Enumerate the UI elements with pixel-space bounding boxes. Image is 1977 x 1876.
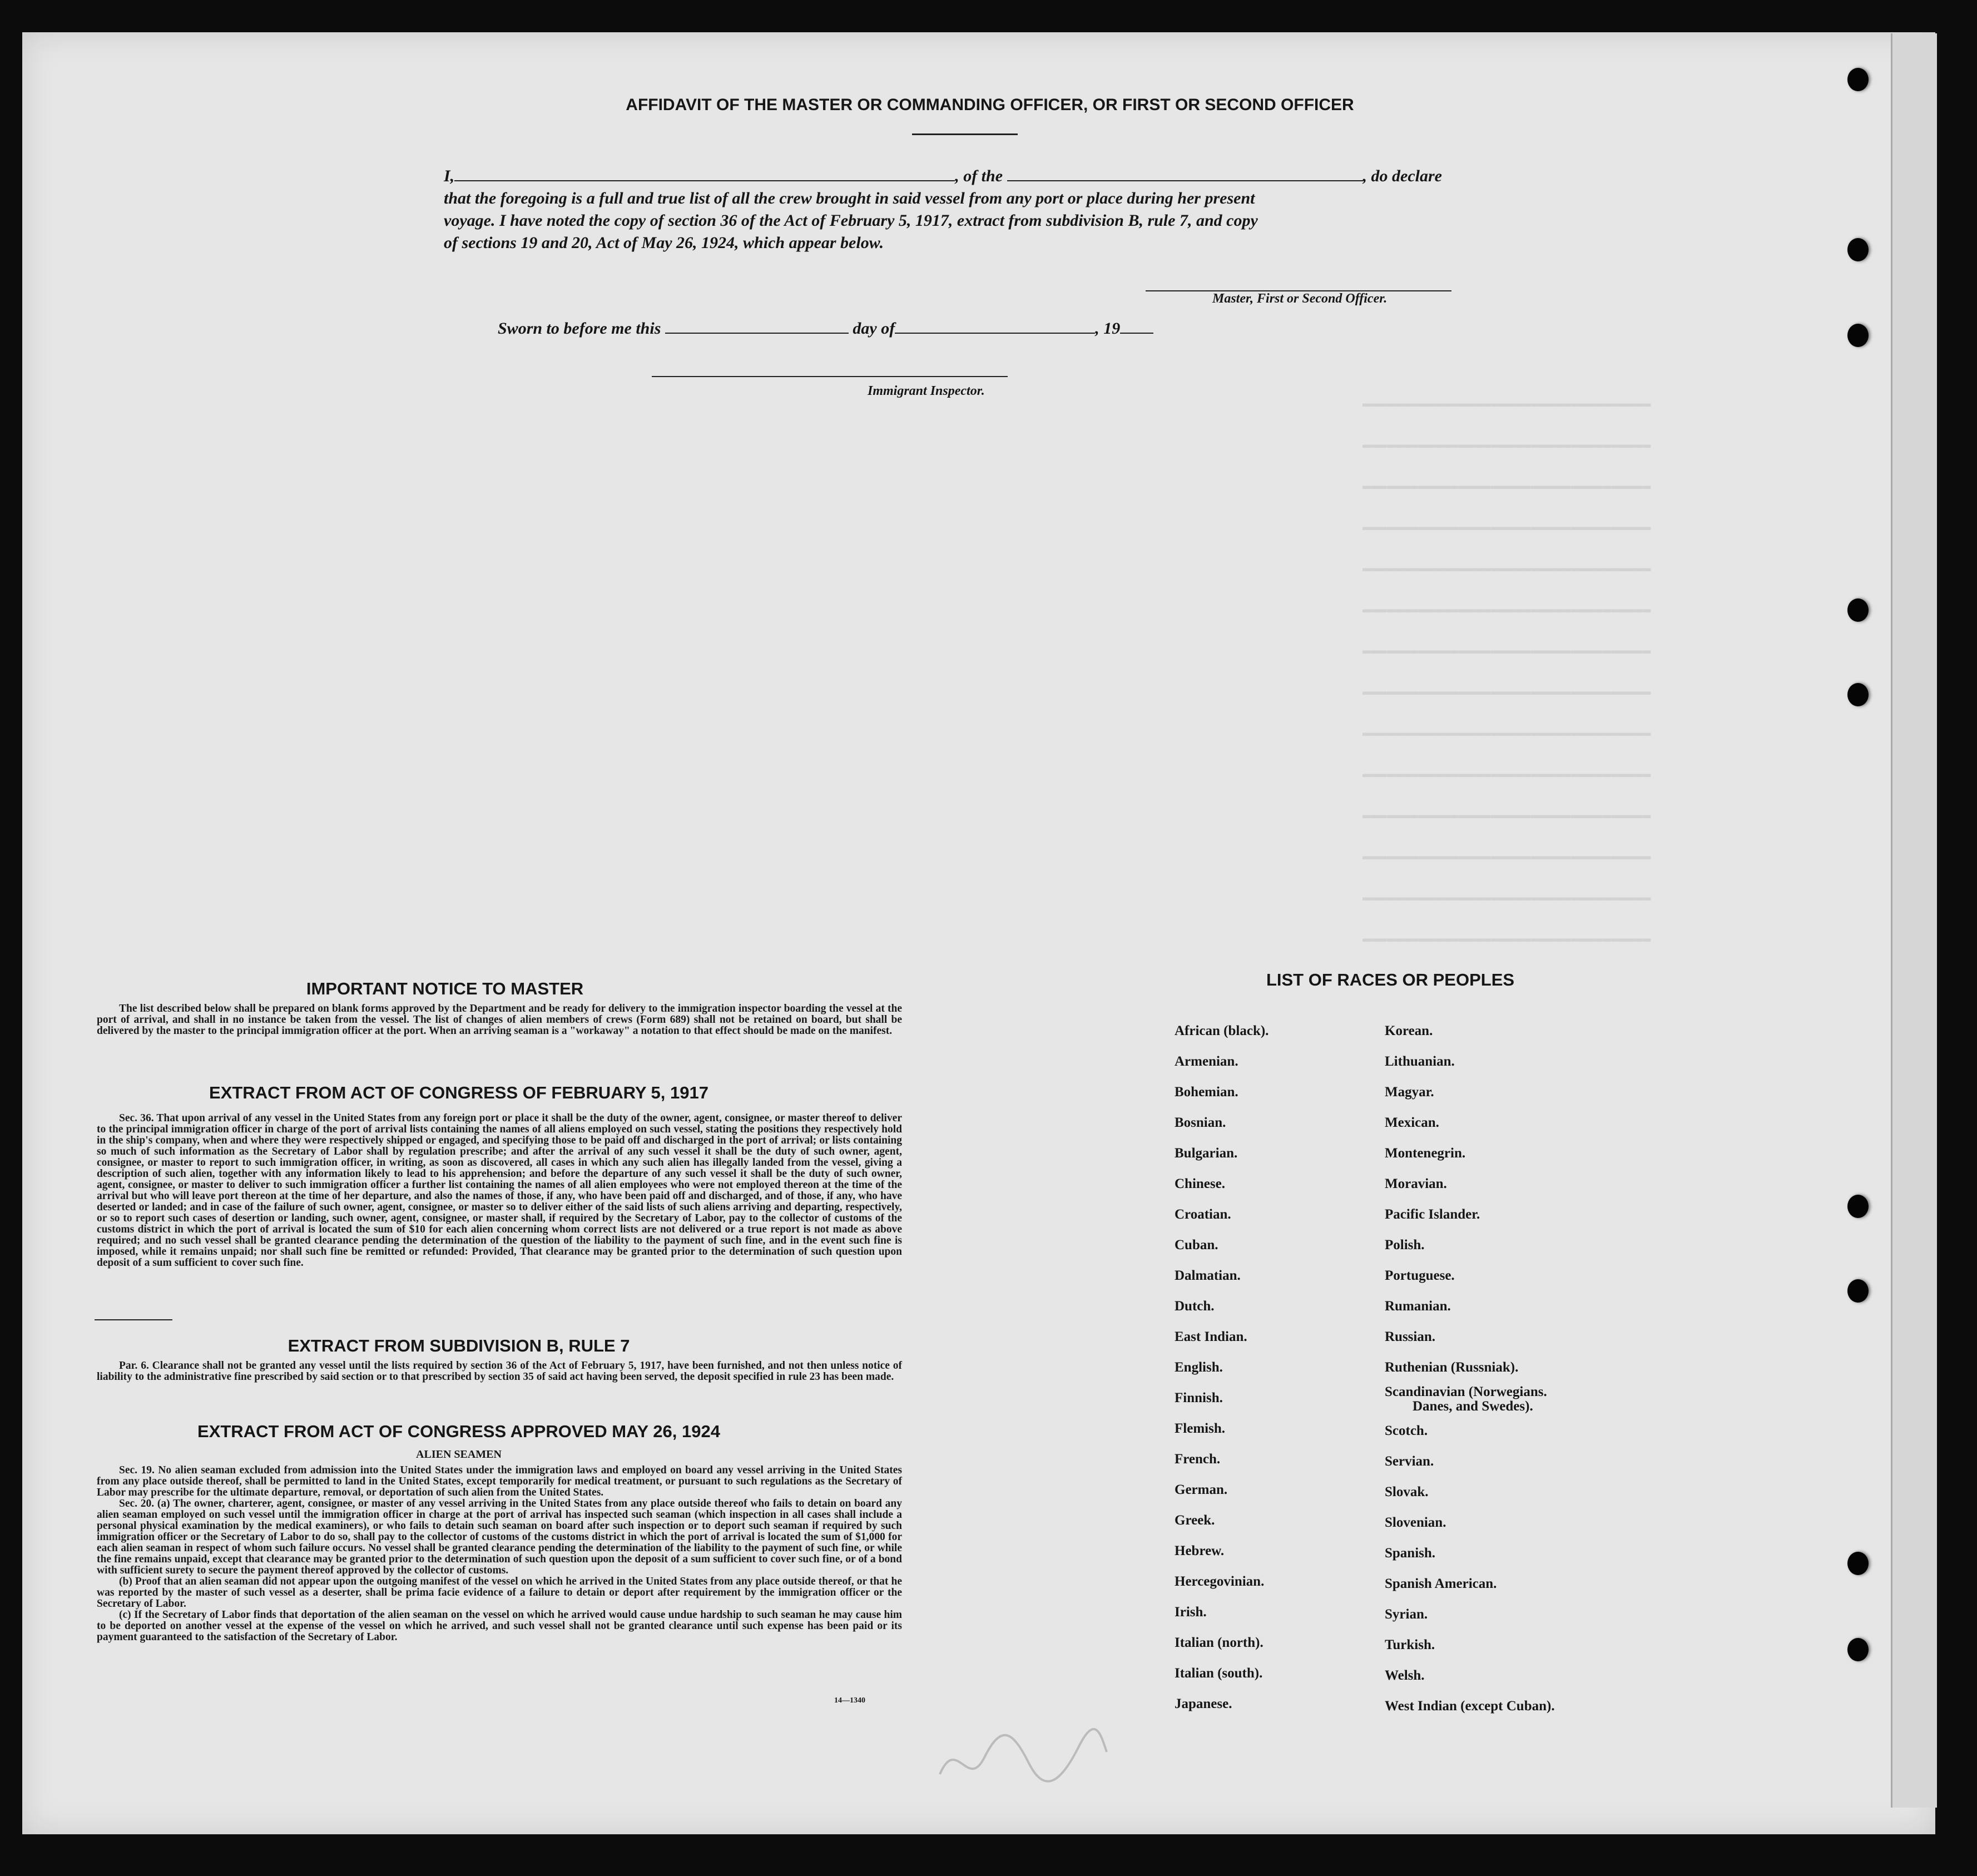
extract-1924-title: EXTRACT FROM ACT OF CONGRESS APPROVED MAY 26, 1924	[197, 1422, 720, 1441]
sec-36-text: Sec. 36. That upon arrival of any vessel in the United States from any foreign port or place it shall be the duty of the owner, agent, consignee, or master thereof to deliver to the principal immigration officer in charge of the port of arrival lists containing the names of all aliens employed on such vessel, stating the positions they respectively hold in the ship's company, when and where they were respectively shipped or engaged, and specifying those to be paid off and discharged in the port of arrival; or lists containing so much of such information as the Secretary of Labor shall by regulation prescribe; and after the arrival of any such vessel it shall be the duty of such owner, agent, consignee, or master to report to such immigration officer, in writing, as soon as discovered, all cases in which any such alien has illegally landed from the vessel, giving a description of such alien, together with any information likely to lead to his apprehension; and before the departure of any such vessel it shall be the duty of such owner, agent, consignee, or master to deliver to such immigration officer a further list containing the names of all alien employees who were not employed thereon at the time of the arrival but who will leave port thereon at the time of her departure, and also the names of those, if any, who have been paid off and discharged, and of those, if any, who have deserted or landed; and in case of the failure of such owner, agent, consignee, or master so to deliver either of the said lists of such aliens arriving and departing, respectively, or so to report such cases of desertion or landing, such owner, agent, consignee, or master shall, if required by the Secretary of Labor, pay to the collector of customs of the customs district in which the port of arrival is located the sum of $10 for each alien concerning whom correct lists are not delivered or a true report is not made as above required; and no such vessel shall be granted clearance pending the determination of the question of the liability to the payment of such fine, and in the event such fine is imposed, while it remains unpaid; nor shall such fine be remitted or refunded: Provided, That clearance may be granted prior to the determination of such question upon deposit of a sum sufficient to cover such fine.	[97, 1112, 902, 1269]
race-item: Korean.	[1385, 1023, 1433, 1038]
sec-20b-text: (b) Proof that an alien seaman did not appear upon the outgoing manifest of the vessel on which he arrived in the United States from any place outside thereof, or that he was reported by the master of such vessel as a deserter, shall be prima facie evidence of a failure to detain or deport after requirement by the immigration officer or the Secretary of Labor.	[97, 1576, 902, 1610]
extract-1924-body	[97, 1465, 902, 1643]
faint-signature-icon	[934, 1713, 1112, 1796]
race-item: Bohemian.	[1175, 1085, 1238, 1100]
rule-7-title: EXTRACT FROM SUBDIVISION B, RULE 7	[288, 1336, 630, 1355]
binder-hole-icon	[1847, 68, 1869, 91]
race-item: Slovenian.	[1385, 1515, 1446, 1530]
page-edge-strip	[1891, 33, 1937, 1808]
sworn-day-field[interactable]	[665, 333, 849, 334]
race-item: Croatian.	[1175, 1207, 1231, 1222]
race-item: Moravian.	[1385, 1176, 1447, 1191]
race-item: Magyar.	[1385, 1085, 1434, 1100]
race-item: German.	[1175, 1482, 1228, 1497]
master-signature-label: Master, First or Second Officer.	[1212, 291, 1388, 306]
binder-hole-icon	[1847, 1638, 1869, 1661]
race-item: Chinese.	[1175, 1176, 1225, 1191]
race-item: Spanish American.	[1385, 1576, 1497, 1591]
race-item: Russian.	[1385, 1329, 1436, 1344]
notice-text: The list described below shall be prepared on blank forms approved by the Department and be ready for delivery to the immigration inspector boarding the vessel at the port of arrival, and shall in no instance be taken from the vessel. The list of changes of alien members of crews (Form 689) shall not be retained on board, but shall be delivered by the master to the principal immigration officer at the port. When an arriving seaman is a "workaway" a notation to that effect should be made on the manifest.	[97, 1003, 902, 1037]
binder-hole-icon	[1847, 683, 1869, 706]
race-item: Servian.	[1385, 1454, 1434, 1469]
bleed-through-rows: ▬▬▬▬▬▬▬▬▬▬▬▬▬▬▬▬▬▬▬▬▬▬▬▬▬▬▬▬▬▬▬▬▬▬▬▬ ▬▬▬▬▬▬▬▬▬▬▬▬▬▬▬▬▬▬▬▬▬▬▬▬▬▬▬▬▬▬▬▬▬▬▬▬ ▬▬▬▬▬▬▬▬▬▬▬▬▬▬▬▬▬▬▬▬▬▬▬▬▬▬▬▬▬▬▬▬▬▬▬▬ ▬▬▬▬▬▬▬▬▬▬▬▬▬▬▬▬▬▬▬▬▬▬▬▬▬▬▬▬▬▬▬▬▬▬▬▬ ▬▬▬▬▬▬▬▬▬▬▬▬▬▬▬▬▬▬▬▬▬▬▬▬▬▬▬▬▬▬▬▬▬▬▬▬ ▬▬▬▬▬▬▬▬▬▬▬▬▬▬▬▬▬▬▬▬▬▬▬▬▬▬▬▬▬▬▬▬▬▬▬▬ ▬▬▬▬▬▬▬▬▬▬▬▬▬▬▬▬▬▬▬▬▬▬▬▬▬▬▬▬▬▬▬▬▬▬▬▬ ▬▬▬▬▬▬▬▬▬▬▬▬▬▬▬▬▬▬▬▬▬▬▬▬▬▬▬▬▬▬▬▬▬▬▬▬ ▬▬▬▬▬▬▬▬▬▬▬▬▬▬▬▬▬▬▬▬▬▬▬▬▬▬▬▬▬▬▬▬▬▬▬▬ ▬▬▬▬▬▬▬▬▬▬▬▬▬▬▬▬▬▬▬▬▬▬▬▬▬▬▬▬▬▬▬▬▬▬▬▬ ▬▬▬▬▬▬▬▬▬▬▬▬▬▬▬▬▬▬▬▬▬▬▬▬▬▬▬▬▬▬▬▬▬▬▬▬ ▬▬▬▬▬▬▬▬▬▬▬▬▬▬▬▬▬▬▬▬▬▬▬▬▬▬▬▬▬▬▬▬▬▬▬▬ ▬▬▬▬▬▬▬▬▬▬▬▬▬▬▬▬▬▬▬▬▬▬▬▬▬▬▬▬▬▬▬▬▬▬▬▬ ▬▬▬▬▬▬▬▬▬▬▬▬▬▬▬▬▬▬▬▬▬▬▬▬▬▬▬▬▬▬▬▬▬▬▬▬	[1362, 397, 1651, 947]
race-item: West Indian (except Cuban).	[1385, 1699, 1555, 1714]
day-of-label: day of	[853, 319, 895, 338]
vessel-name-field[interactable]	[1007, 180, 1363, 181]
sworn-month-field[interactable]	[895, 333, 1095, 334]
races-left-column	[1175, 1016, 1269, 1719]
rule-7-body	[97, 1360, 902, 1383]
race-item: Syrian.	[1385, 1607, 1428, 1622]
form-number: 14—1340	[834, 1696, 865, 1705]
notice-body	[97, 1003, 902, 1037]
affidavit-of-label: , of the	[955, 167, 1003, 185]
binder-hole-icon	[1847, 598, 1869, 622]
races-right-column	[1385, 1016, 1555, 1721]
race-item: Welsh.	[1385, 1668, 1425, 1683]
master-name-field[interactable]	[454, 180, 955, 181]
race-item: Armenian.	[1175, 1054, 1238, 1069]
race-item: Italian (north).	[1175, 1635, 1264, 1650]
binder-hole-icon	[1847, 238, 1869, 261]
race-item: Bulgarian.	[1175, 1146, 1238, 1161]
race-item: French.	[1175, 1452, 1221, 1467]
sec-20c-text: (c) If the Secretary of Labor finds that deportation of the alien seaman on the vessel on which he arrived would cause undue hardship to such seaman he may cause him to be deported on another vessel at the expense of the vessel on which he arrived, and such vessel shall not be granted clearance until such expense has been paid or its payment guaranteed to the satisfaction of the Secretary of Labor.	[97, 1609, 902, 1643]
race-item: Flemish.	[1175, 1421, 1225, 1436]
race-item: Greek.	[1175, 1513, 1215, 1528]
sec-20a-text: Sec. 20. (a) The owner, charterer, agent, consignee, or master of any vessel arriving in the United States from any place outside thereof who fails to detain on board any alien seaman employed on such vessel until the immigration officer in charge at the port of arrival has inspected such seaman (which inspection in all cases shall include a personal physical examination by the medical examiners), or who fails to detain such seaman on board after such inspection or to deport such seaman if required by such immigration officer or the Secretary of Labor to do so, shall pay to the collector of customs of the customs district in which the port of arrival is located the sum of $1,000 for each alien seaman in respect of whom such failure occurs. No vessel shall be granted clearance pending the determination of the liability to the payment of such fine, or while the fine remains unpaid, except that clearance may be granted prior to the determination of such question upon the deposit of a sum sufficient to cover such fine, or of a bond with sufficient surety to secure the payment thereof approved by the collector of customs.	[97, 1498, 902, 1576]
race-item: Dalmatian.	[1175, 1268, 1241, 1283]
affidavit-declare-label: , do declare	[1362, 167, 1442, 185]
race-item: Montenegrin.	[1385, 1146, 1466, 1161]
race-item: Hebrew.	[1175, 1543, 1225, 1558]
affidavit-title-rule	[912, 133, 1018, 135]
race-item: Dutch.	[1175, 1299, 1215, 1314]
sworn-year-field[interactable]	[1120, 333, 1153, 334]
race-item: Pacific Islander.	[1385, 1207, 1480, 1222]
race-item-continuation: Danes, and Swedes).	[1413, 1399, 1533, 1414]
race-item: Turkish.	[1385, 1637, 1435, 1652]
race-item-text: Scandinavian (Norwegians.	[1385, 1384, 1547, 1399]
race-item: Polish.	[1385, 1238, 1425, 1253]
binder-hole-icon	[1847, 1279, 1869, 1303]
affidavit-i-label: I,	[444, 167, 455, 185]
year-prefix-label: , 19	[1095, 319, 1121, 338]
binder-hole-icon	[1847, 1195, 1869, 1218]
race-item: Japanese.	[1175, 1696, 1232, 1711]
extract-1917-body	[97, 1113, 902, 1269]
affidavit-line-3: voyage. I have noted the copy of section 36 of the Act of February 5, 1917, extract from subdivision B, rule 7, and copy	[444, 211, 1258, 230]
race-item: Finnish.	[1175, 1390, 1223, 1405]
race-item: Slovak.	[1385, 1484, 1429, 1499]
inspector-signature-label: Immigrant Inspector.	[868, 384, 985, 398]
race-item: Mexican.	[1385, 1115, 1439, 1130]
races-title: LIST OF RACES OR PEOPLES	[1266, 970, 1515, 989]
affidavit-line-1	[444, 167, 1442, 186]
race-item: Spanish.	[1385, 1546, 1436, 1561]
race-item: African (black).	[1175, 1023, 1269, 1038]
race-item: Italian (south).	[1175, 1666, 1263, 1681]
alien-seamen-subtitle: ALIEN SEAMEN	[416, 1448, 502, 1461]
extract-1917-rule	[95, 1319, 172, 1320]
race-item: Cuban.	[1175, 1238, 1218, 1253]
affidavit-line-2: that the foregoing is a full and true list of all the crew brought in said vessel from any port or place during her present	[444, 189, 1255, 207]
race-item: Ruthenian (Russniak).	[1385, 1360, 1519, 1375]
race-item: Irish.	[1175, 1605, 1207, 1620]
extract-1917-title: EXTRACT FROM ACT OF CONGRESS OF FEBRUARY 5, 1917	[209, 1083, 708, 1102]
race-item: Lithuanian.	[1385, 1054, 1455, 1069]
race-item: Scotch.	[1385, 1423, 1428, 1438]
binder-hole-icon	[1847, 324, 1869, 347]
sworn-line	[498, 319, 1153, 338]
sec-19-text: Sec. 19. No alien seaman excluded from admission into the United States under the immigration laws and employed on board any vessel arriving in the United States from any place outside thereof, shall be permitted to land in the United States, except temporarily for medical treatment, or pursuant to such regulations as the Secretary of Labor may prescribe for the ultimate departure, removal, or deportation of such alien from the United States.	[97, 1464, 902, 1498]
affidavit-title: AFFIDAVIT OF THE MASTER OR COMMANDING OFFICER, OR FIRST OR SECOND OFFICER	[626, 96, 1354, 114]
notice-title: IMPORTANT NOTICE TO MASTER	[306, 979, 584, 998]
race-item: Bosnian.	[1175, 1115, 1226, 1130]
binder-hole-icon	[1847, 1552, 1869, 1575]
race-item: Rumanian.	[1385, 1299, 1451, 1314]
race-item: East Indian.	[1175, 1329, 1247, 1344]
race-item: English.	[1175, 1360, 1223, 1375]
sworn-label: Sworn to before me this	[498, 319, 661, 338]
race-item: Hercegovinian.	[1175, 1574, 1265, 1589]
inspector-signature-line[interactable]	[652, 376, 1008, 377]
race-item: Portuguese.	[1385, 1268, 1455, 1283]
race-item	[1385, 1383, 1555, 1415]
affidavit-line-4: of sections 19 and 20, Act of May 26, 1924, which appear below.	[444, 234, 884, 252]
par-6-text: Par. 6. Clearance shall not be granted any vessel until the lists required by section 36 of the Act of February 5, 1917, have been furnished, and not then unless notice of liability to the administrative fine prescribed by said section or to that prescribed by section 35 of said act having been served, the deposit specified in rule 23 has been made.	[97, 1360, 902, 1383]
